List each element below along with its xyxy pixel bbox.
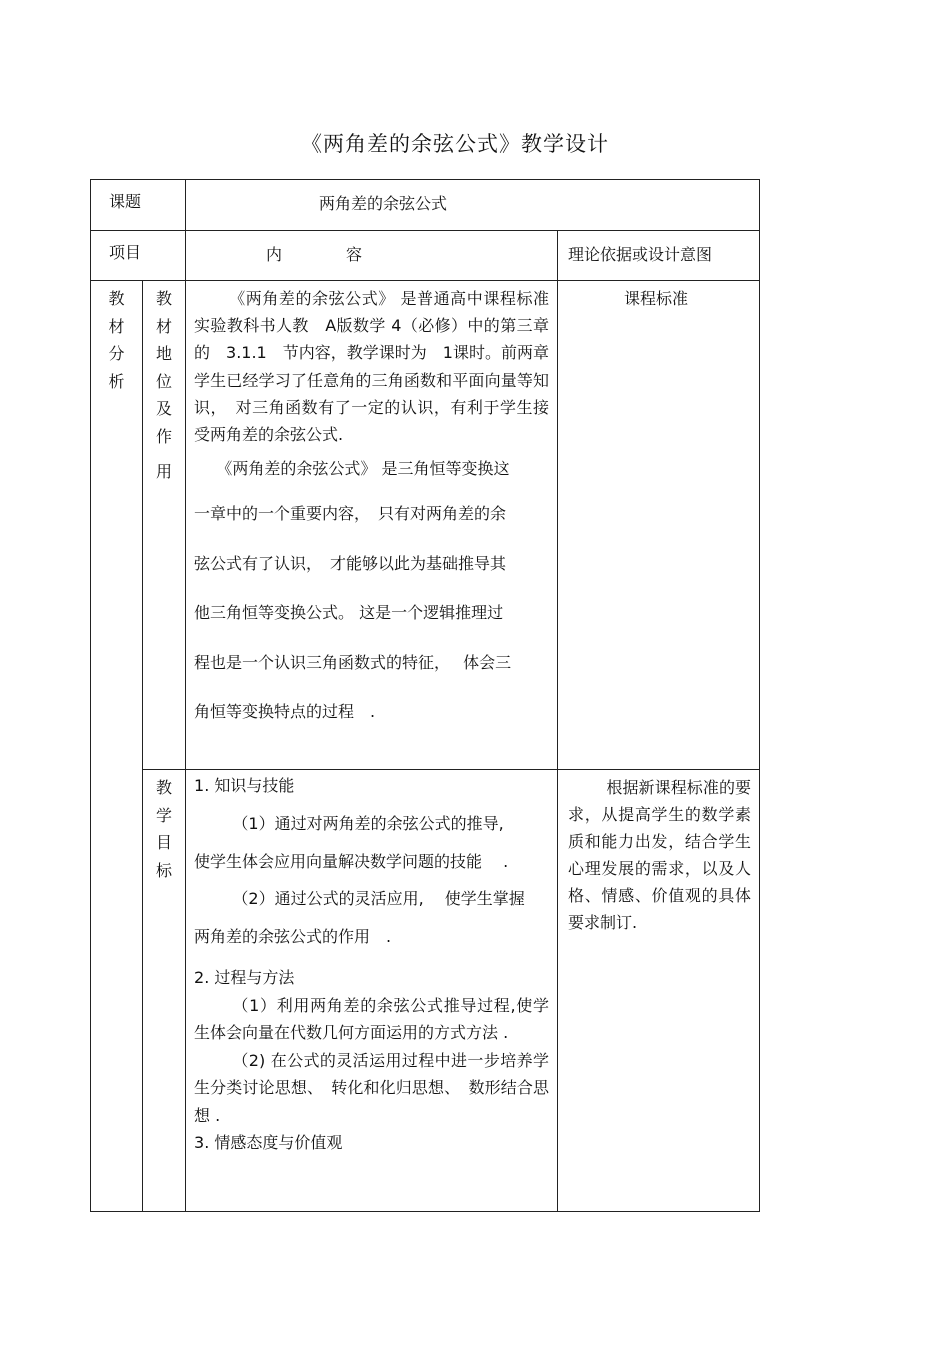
goal-3-title: 3. 情感态度与价值观 [194,1133,343,1152]
material-position-label: 教 材 地 位 及 作 用 [143,281,186,770]
material-position-content [186,281,558,770]
header-row [91,231,760,281]
teaching-goals-label: 教 学 目 标 [143,770,186,1212]
teaching-goals-content [186,770,558,1212]
topic-value: 两角差的余弦公式 [186,180,760,231]
position-para2-line-5: 程也是一个认识三角函数式的特征， 体会三 [194,652,512,672]
material-analysis-label: 教 材 分 析 [91,281,143,1212]
topic-label: 课题 [91,180,186,231]
goal-1-1-line-b: 使学生体会应用向量解决数学问题的技能 . [194,852,509,871]
goal-2-1: （1）利用两角差的余弦公式推导过程,使学生体会向量在代数几何方面运用的方式方法 . [194,995,550,1042]
header-content-label: 内 容 [186,231,558,281]
position-rationale: 课程标准 [558,281,760,770]
position-para2-line-2: 一章中的一个重要内容， 只有对两角差的余 [194,504,507,524]
goal-2-2: （2) 在公式的灵活运用过程中进一步培养学生分类讨论思想、 转化和化归思想、 数形结合思想 . [194,1050,550,1125]
material-position-row [91,281,760,770]
goal-2-title: 2. 过程与方法 [194,968,295,987]
lesson-plan-table [90,179,760,1212]
position-para2-line-6: 角恒等变换特点的过程 . [194,702,376,722]
goal-1-1-line-a: （1）通过对两角差的余弦公式的推导, [232,814,504,833]
position-para2-line-1: 《两角差的余弦公式》 是三角恒等变换这 [216,459,510,479]
position-para2-line-4: 他三角恒等变换公式。 这是一个逻辑推理过 [194,603,504,623]
goals-rationale: 根据新课程标准的要求，从提高学生的数学素质和能力出发，结合学生心理发展的需求，以及人格、情感、价值观的具体要求制订. [558,770,760,1212]
header-rationale-label: 理论依据或设计意图 [558,231,760,281]
position-paragraph-1: 《两角差的余弦公式》 是普通高中课程标准实验教科书人教 A版数学 4（必修）中的第三章的 3.1.1 节内容，教学课时为 1课时。前两章学生已经学习了任意角的三角函数和平面向量等知识， 对三角函数有了一定的认识，有利于学生接受两角差的余弦公式. [194,289,550,445]
document-title: 《两角差的余弦公式》教学设计 [301,132,609,156]
goal-1-2-line-a: （2）通过公式的灵活应用, 使学生掌握 [232,889,525,908]
goal-1-title: 1. 知识与技能 [194,776,295,795]
teaching-goals-row [91,770,760,1212]
position-para2-line-3: 弦公式有了认识， 才能够以此为基础推导其 [194,553,507,573]
header-item-label: 项目 [91,231,186,281]
goal-1-2-line-b: 两角差的余弦公式的作用 . [194,927,392,946]
topic-row [91,180,760,231]
